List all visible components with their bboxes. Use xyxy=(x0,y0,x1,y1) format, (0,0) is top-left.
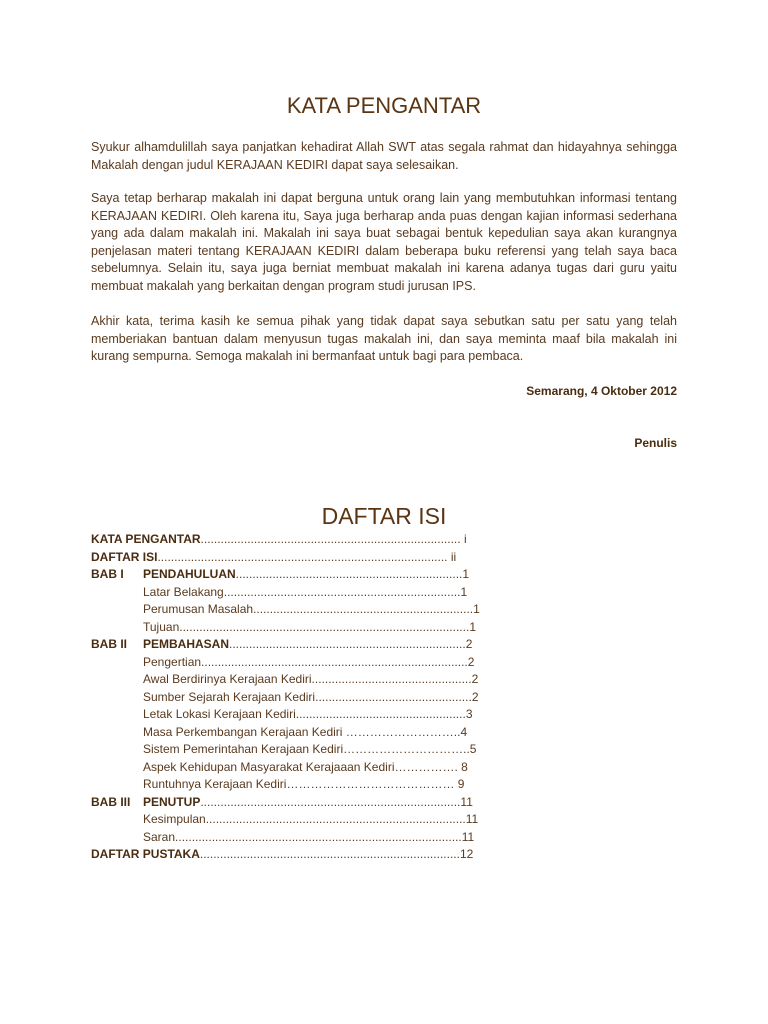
toc-leader-dots: ................................................... xyxy=(295,707,466,721)
toc-leader-dots: .............................................................................. xyxy=(205,812,466,826)
toc-leader-dots: ....................................................................... xyxy=(229,637,466,651)
toc-chapter-number: BAB I xyxy=(91,567,124,581)
toc-row xyxy=(143,584,467,601)
toc-row xyxy=(91,846,473,863)
author-signature: Penulis xyxy=(634,436,677,450)
toc-entry: Sumber Sejarah Kerajaan Kediri xyxy=(143,689,316,704)
place-date: Semarang, 4 Oktober 2012 xyxy=(526,384,677,398)
toc-entry: Runtuhnya Kerajaan Kediri xyxy=(143,777,287,791)
toc-page-number: 11 xyxy=(461,829,475,844)
toc-row xyxy=(143,829,474,846)
toc-leader-dots: ...................................................................................... xyxy=(175,829,462,844)
toc-leader-dots: .............................................................................. xyxy=(200,532,461,546)
toc-page-number: 9 xyxy=(457,777,465,791)
toc-row xyxy=(143,724,467,741)
toc-row xyxy=(143,706,473,723)
toc-entry: Aspek Kehidupan Masyarakat Kerajaaan Kediri xyxy=(143,759,395,774)
toc-row xyxy=(143,776,464,793)
toc-page-number: 1 xyxy=(473,602,480,616)
toc-page-number: 2 xyxy=(471,689,479,704)
toc-entry: Awal Berdirinya Kerajaan Kediri xyxy=(143,672,312,686)
toc-entry: Sistem Pemerintahan Kerajaan Kediri xyxy=(143,742,344,756)
toc-leader-dots: ....................................................................... xyxy=(223,584,461,599)
paragraph-2: Saya tetap berharap makalah ini dapat berguna untuk orang lain yang membutuhkan informasi tentang KERAJAAN KEDIRI. Oleh karena itu, Saya juga berharap anda puas dengan kajian informasi sederhana yang ada dalam makalah ini. Makalah ini saya buat sebagai bentuk kepedulian saya akan kurangnya penjelasan materi tentang KERAJAAN KEDIRI dalam beberapa buku referensi yang telah saya baca sebelumnya. Selain itu, saya juga berniat membuat makalah ini karena adanya tugas dari guru yaitu membuat makalah yang berkaitan dengan program studi jurusan IPS. xyxy=(91,191,677,293)
toc-heading: PENDAHULUAN xyxy=(143,567,236,581)
toc-page-number: 3 xyxy=(465,707,473,721)
toc-entry: Kesimpulan xyxy=(143,812,206,826)
toc-row xyxy=(143,654,474,671)
toc-row xyxy=(143,671,478,688)
toc-page-number: 11 xyxy=(460,794,473,809)
toc-leader-dots: ……………………….. xyxy=(342,724,461,739)
toc-entry: Pengertian xyxy=(143,654,202,669)
toc-row xyxy=(91,549,456,566)
toc-leader-dots: ....................................................................................... xyxy=(157,549,448,564)
toc-heading: PENUTUP xyxy=(143,794,201,809)
toc-page-number: 11 xyxy=(465,812,479,826)
toc-heading: DAFTAR PUSTAKA xyxy=(91,847,200,861)
toc-leader-dots: .............................................................................. xyxy=(199,847,460,861)
toc-page-number: 2 xyxy=(471,672,479,686)
toc-row xyxy=(143,619,476,636)
toc-leader-dots: .................................................................... xyxy=(235,567,463,581)
toc-row xyxy=(91,531,467,548)
toc-row xyxy=(143,689,479,706)
toc-row xyxy=(91,794,473,811)
toc-entry: Masa Perkembangan Kerajaan Kediri xyxy=(143,724,343,739)
toc-page-number: 8 xyxy=(461,759,468,774)
toc-page-number: 1 xyxy=(469,619,476,634)
toc-leader-dots: .............................................................................. xyxy=(200,794,461,809)
toc-row xyxy=(143,759,468,776)
paragraph-1: Syukur alhamdulillah saya panjatkan kehadirat Allah SWT atas segala rahmat dan hidayahnya sehingga Makalah dengan judul KERAJAAN KEDIRI dapat saya selesaikan. xyxy=(91,140,677,172)
toc-heading: KATA PENGANTAR xyxy=(91,532,201,546)
toc-leader-dots: ………………………….. xyxy=(343,742,470,756)
toc-page-number: 12 xyxy=(459,847,474,861)
toc-row xyxy=(143,811,478,828)
toc-page-number: 1 xyxy=(462,567,470,581)
toc-row xyxy=(143,741,476,758)
toc-row xyxy=(91,636,472,653)
toc-row xyxy=(143,601,480,618)
toc-page-number: 2 xyxy=(467,654,475,669)
toc-leader-dots: ……………. xyxy=(394,759,462,774)
toc-page-number: 2 xyxy=(465,637,473,651)
toc-page-number: 5 xyxy=(469,742,477,756)
daftar-isi-title: DAFTAR ISI xyxy=(321,503,447,529)
toc-entry: Perumusan Masalah xyxy=(143,602,254,616)
toc-leader-dots: ............................................... xyxy=(315,689,472,704)
toc-leader-dots: .................................................................. xyxy=(253,602,474,616)
paragraph-3: Akhir kata, terima kasih ke semua pihak yang tidak dapat saya sebutkan satu per satu yang telah memberiakan bantuan dalam menyusun tugas makalah ini, dan saya meminta maaf bila makalah ini kurang sempurna. Semoga makalah ini bermanfaat untuk bagi para pembaca. xyxy=(91,314,677,364)
toc-entry: Latar Belakang xyxy=(143,584,224,599)
toc-entry: Tujuan xyxy=(143,619,180,634)
toc-page-number: 1 xyxy=(460,584,468,599)
toc-chapter-number: BAB II xyxy=(91,637,127,651)
toc-leader-dots: ....................................................................................... xyxy=(179,619,470,634)
toc-leader-dots: ................................................................................ xyxy=(201,654,468,669)
toc-row xyxy=(91,566,469,583)
toc-leader-dots: ................................................ xyxy=(311,672,472,686)
toc-heading: DAFTAR ISI xyxy=(91,549,158,564)
toc-page-number: 4 xyxy=(460,724,468,739)
toc-entry: Saran xyxy=(143,829,176,844)
toc-page-number: ii xyxy=(447,549,457,564)
kata-pengantar-title: KATA PENGANTAR xyxy=(286,93,482,118)
toc-heading: PEMBAHASAN xyxy=(143,637,230,651)
toc-entry: Letak Lokasi Kerajaan Kediri xyxy=(143,707,296,721)
toc-leader-dots: …………………………………… xyxy=(286,777,458,791)
toc-chapter-number: BAB III xyxy=(91,794,131,809)
toc-page-number: i xyxy=(460,532,467,546)
